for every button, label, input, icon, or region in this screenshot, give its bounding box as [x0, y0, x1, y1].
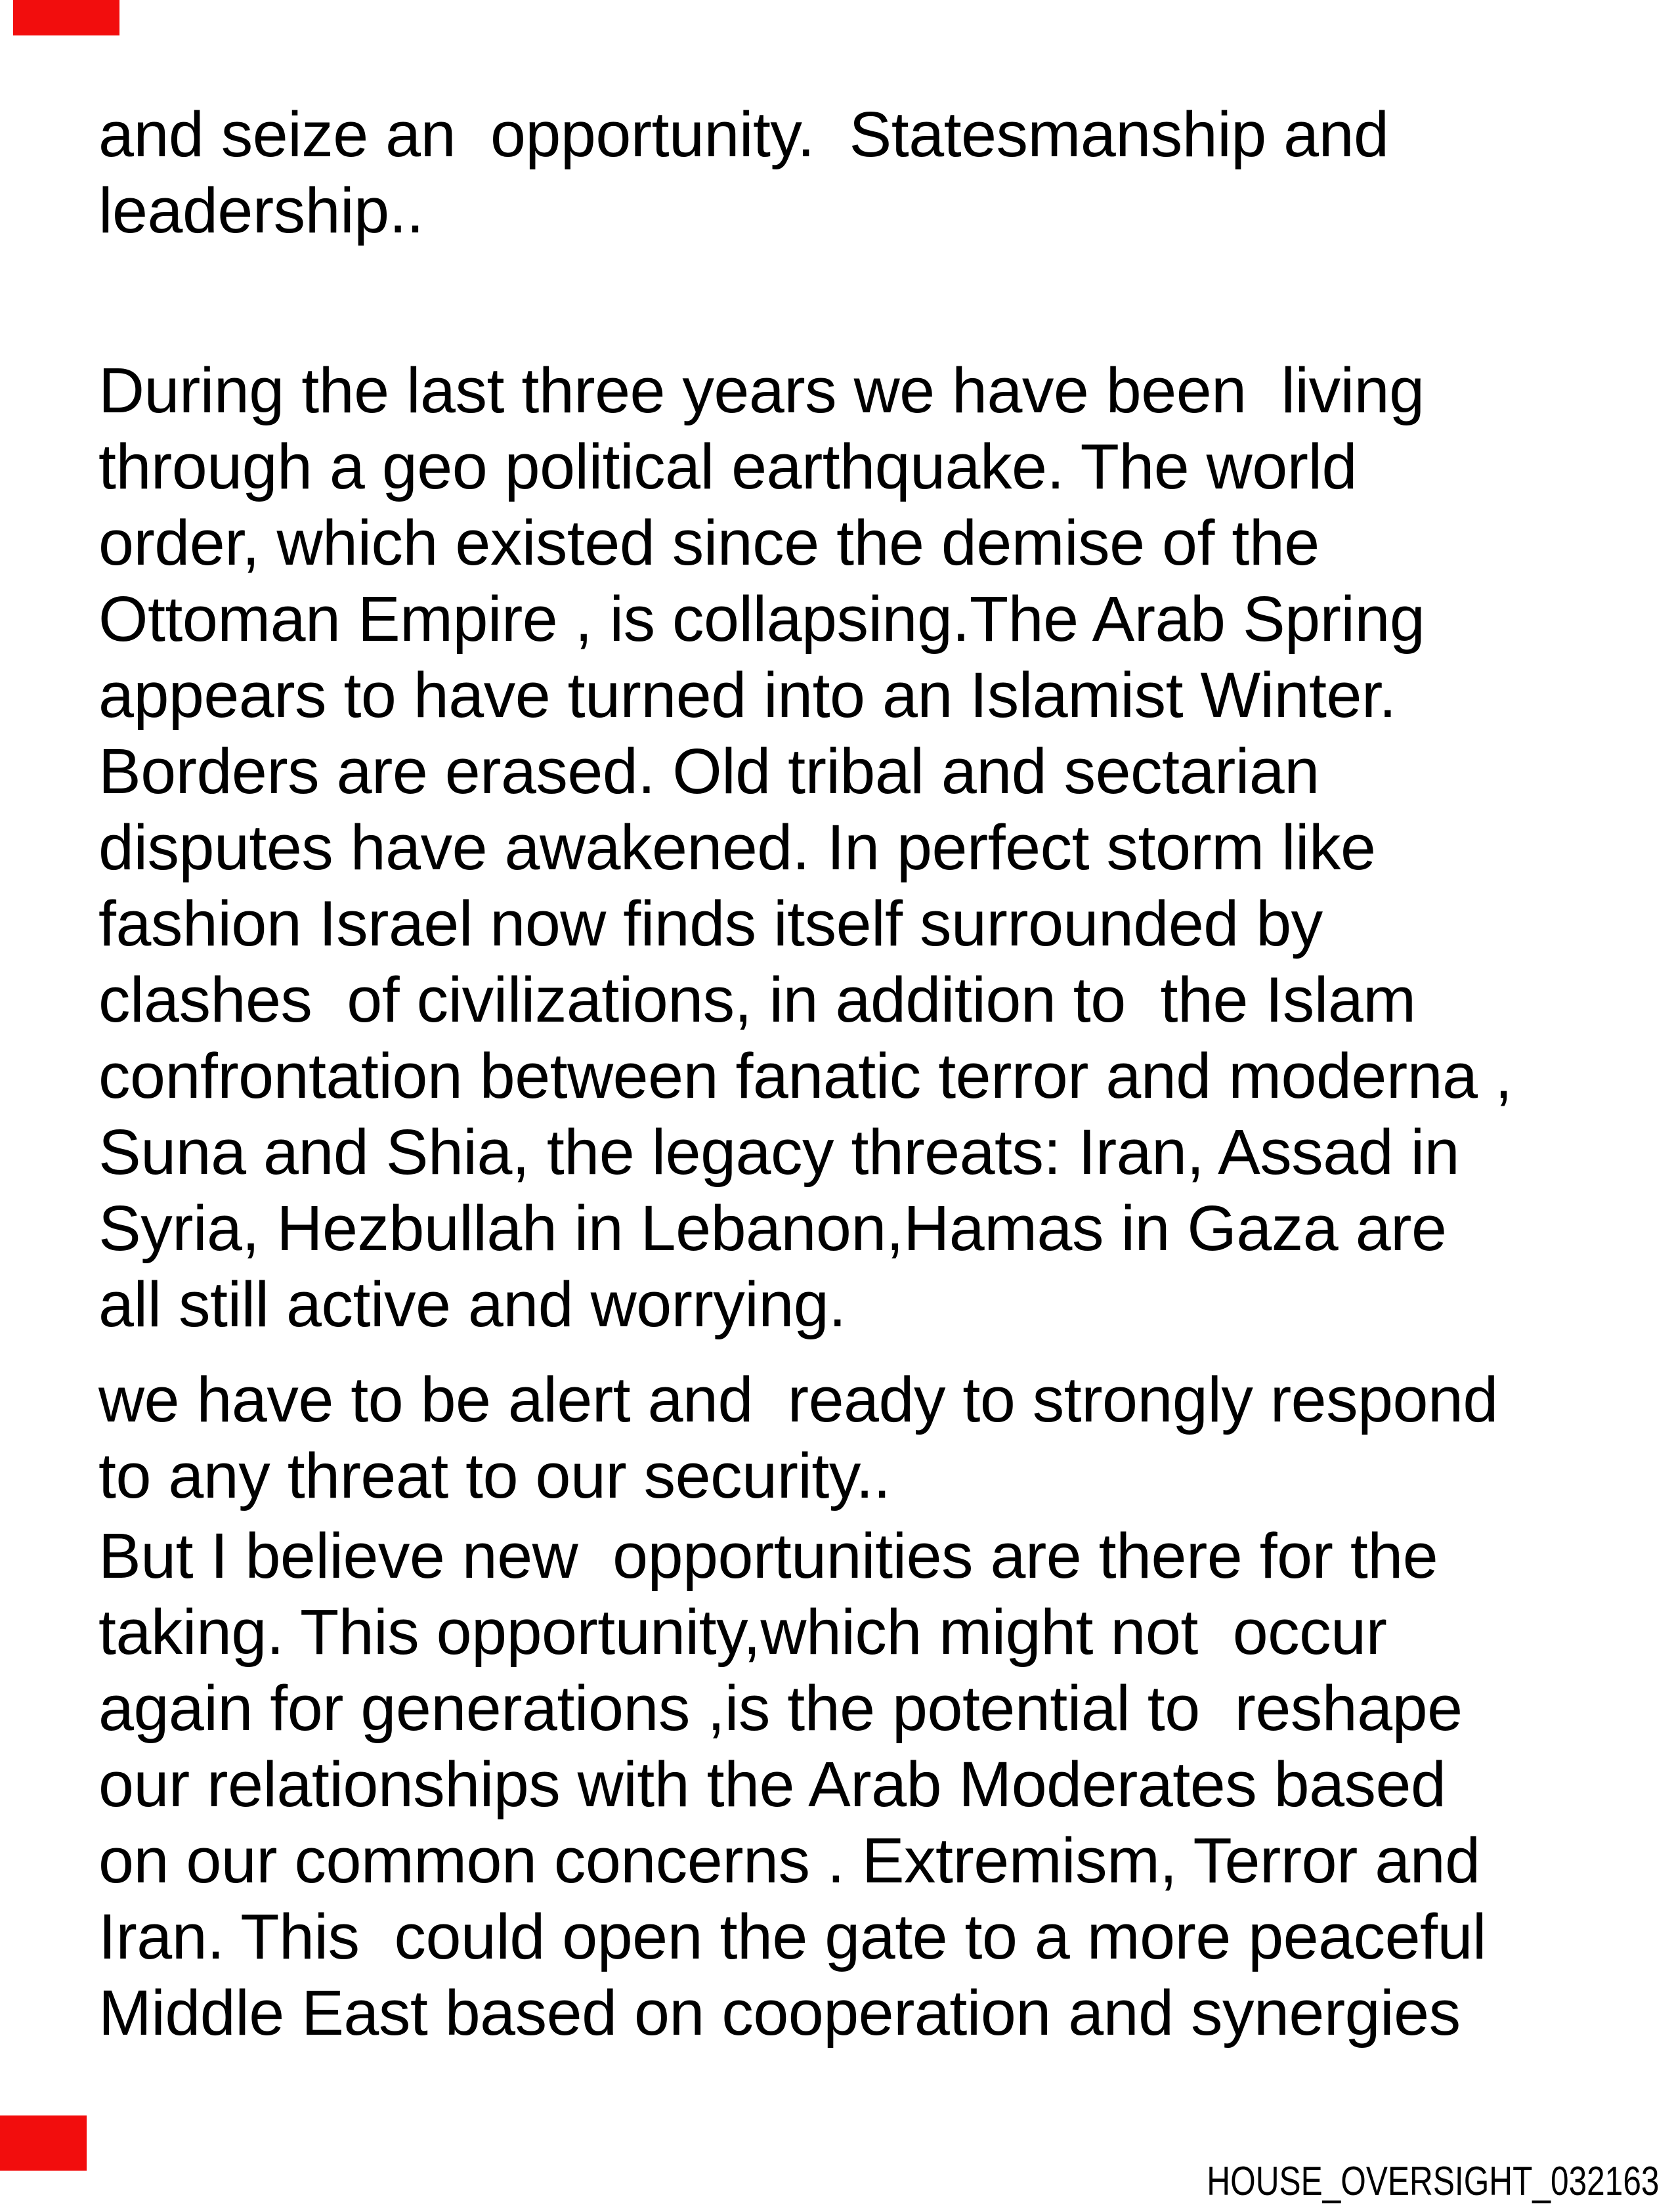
bates-stamp: HOUSE_OVERSIGHT_032163 — [1206, 2159, 1659, 2204]
text-line: and seize an opportunity. Statesmanship and — [98, 98, 1389, 170]
text-line: Middle East based on cooperation and synergies — [98, 1977, 1461, 2049]
paragraph — [98, 353, 1648, 1343]
text-line: through a geo political earthquake. The world — [98, 431, 1357, 502]
text-line: again for generations ,is the potential to reshape — [98, 1672, 1463, 1744]
text-line: Ottoman Empire , is collapsing.The Arab Spring — [98, 583, 1425, 655]
paragraph — [98, 1362, 1648, 1514]
text-line: on our common concerns . Extremism, Terror and — [98, 1825, 1480, 1896]
text-line: disputes have awakened. In perfect storm like — [98, 812, 1376, 883]
text-line: our relationships with the Arab Moderates based — [98, 1748, 1446, 1820]
text-line: appears to have turned into an Islamist Winter. — [98, 659, 1396, 731]
redaction-mark-bottom-left — [0, 2115, 87, 2171]
text-line: Suna and Shia, the legacy threats: Iran, Assad in — [98, 1116, 1460, 1188]
text-line: leadership.. — [98, 175, 424, 246]
text-line: But I believe new opportunities are there for the — [98, 1520, 1438, 1592]
text-line: to any threat to our security.. — [98, 1440, 891, 1511]
text-line: clashes of civilizations, in addition to the Islam — [98, 964, 1416, 1035]
text-line: all still active and worrying. — [98, 1269, 846, 1340]
text-line: we have to be alert and ready to strongly respond — [98, 1364, 1498, 1435]
text-line: Borders are erased. Old tribal and sectarian — [98, 735, 1320, 807]
letter-body — [98, 97, 1648, 2051]
redaction-mark-top-left — [13, 0, 119, 35]
text-line: fashion Israel now finds itself surrounded by — [98, 888, 1323, 959]
paragraph — [98, 97, 1648, 249]
text-line: During the last three years we have been living — [98, 355, 1425, 426]
paragraph — [98, 1518, 1648, 2051]
text-line: Syria, Hezbullah in Lebanon,Hamas in Gaza are — [98, 1192, 1447, 1264]
text-line: taking. This opportunity,which might not occur — [98, 1596, 1387, 1668]
text-line: order, which existed since the demise of the — [98, 507, 1320, 578]
text-line: Iran. This could open the gate to a more peaceful — [98, 1901, 1486, 1972]
text-line: confrontation between fanatic terror and moderna , — [98, 1040, 1513, 1112]
